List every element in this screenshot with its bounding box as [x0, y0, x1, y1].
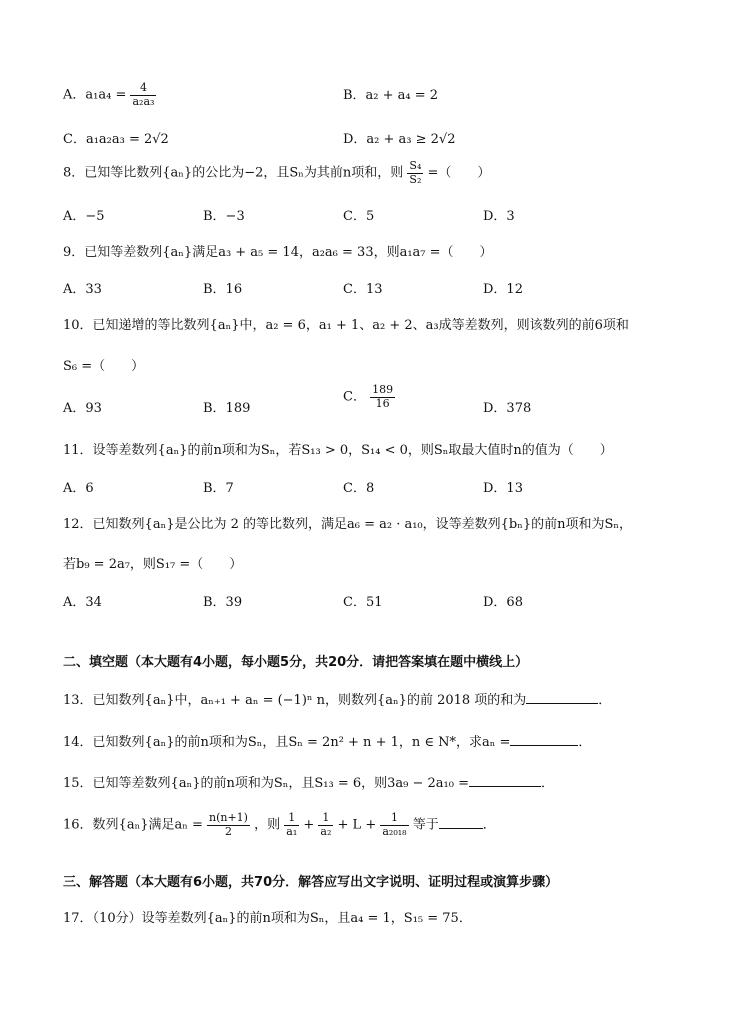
q15: 15．已知等差数列{aₙ}的前n项和为Sₙ，且S₁₃ = 6，则3a₉ − 2a₁₀ = ．: [63, 776, 554, 791]
q8-option-d: D．3: [483, 209, 515, 224]
q8-stem: 8．已知等比数列{aₙ}的公比为−2，且Sₙ为其前n项和，则 $\frac{\text{S₄}}{\text{S₂}}$ =（ ）: [63, 159, 491, 186]
q12-option-c: C．51: [343, 595, 383, 610]
q7-option-c: C．a₁a₂a₃ = 2√2: [63, 132, 169, 147]
q9-option-c: C．13: [343, 282, 383, 297]
q10-stem-line1: 10．已知递增的等比数列{aₙ}中，a₂ = 6，a₁ + 1、a₂ + 2、a₃成等差数列，则该数列的前6项和: [63, 318, 629, 333]
q12-stem-line2: 若b₉ = 2a₇，则S₁₇ =（ ）: [63, 557, 243, 572]
q8-fraction: $\frac{\text{S₄}}{\text{S₂}}$: [409, 159, 422, 186]
q14: 14．已知数列{aₙ}的前n项和为Sₙ，且Sₙ = 2n² + n + 1，n ∈ N*，求aₙ = ．: [63, 735, 592, 750]
q7-option-a-fraction: $\frac{4}{\text{a₂a₃}}$: [132, 81, 155, 108]
q10-stem-line2: S₆ =（ ）: [63, 359, 145, 374]
q10-option-a: A．93: [63, 401, 102, 416]
q11-stem: 11．设等差数列{aₙ}的前n项和为Sₙ，若S₁₃ > 0，S₁₄ < 0，则Sₙ取最大值时n的值为（ ）: [63, 443, 613, 458]
q12-option-d: D．68: [483, 595, 523, 610]
q11-option-a: A．6: [63, 481, 94, 496]
q16: 16．数列{aₙ}满足aₙ = $\frac{n(n+1)}{2}$ ，则 $\frac{1}{\text{a₁}}$ + $\frac{1}{\text{a₂}}$ + L + $\frac{1}{\text{a₂₀₁₈}}$ 等于 ．: [63, 811, 496, 838]
q12-stem-line1: 12．已知数列{aₙ}是公比为 2 的等比数列，满足a₆ = a₂ · a₁₀，设等差数列{bₙ}的前n项和为Sₙ，: [63, 517, 633, 532]
q8-option-a: A．−5: [63, 209, 105, 224]
q16-fraction-1: $\frac{1}{\text{a₁}}$: [286, 811, 298, 838]
q12-option-b: B．39: [203, 595, 243, 610]
section-fill-in-heading: 二、填空题（本大题有4小题，每小题5分，共20分．请把答案填在题中横线上）: [63, 655, 529, 670]
q7-option-a: A．a₁a₄ = $\frac{4}{\text{a₂a₃}}$: [63, 81, 155, 108]
q11-option-d: D．13: [483, 481, 523, 496]
q11-option-c: C．8: [343, 481, 375, 496]
q15-answer-blank[interactable]: [469, 774, 541, 787]
q16-answer-blank[interactable]: [439, 816, 483, 829]
q9-option-a: A．33: [63, 282, 102, 297]
q7-option-d: D．a₂ + a₃ ≥ 2√2: [343, 132, 456, 147]
q10-option-c: C． $\frac{189}{16}$: [343, 383, 394, 410]
q14-answer-blank[interactable]: [510, 733, 578, 746]
q9-option-b: B．16: [203, 282, 243, 297]
q10-option-d: D．378: [483, 401, 532, 416]
q11-option-b: B．7: [203, 481, 234, 496]
q12-option-a: A．34: [63, 595, 102, 610]
q16-fraction-3: $\frac{1}{\text{a₂₀₁₈}}$: [382, 811, 407, 838]
q9-stem: 9．已知等差数列{aₙ}满足a₃ + a₅ = 14，a₂a₆ = 33，则a₁a₇ =（ ）: [63, 245, 493, 260]
q13: 13．已知数列{aₙ}中，aₙ₊₁ + aₙ = (−1)ⁿ n，则数列{aₙ}的前 2018 项的和为 ．: [63, 693, 612, 708]
q9-option-d: D．12: [483, 282, 523, 297]
q8-option-b: B．−3: [203, 209, 245, 224]
q8-option-c: C．5: [343, 209, 375, 224]
section-solution-heading: 三、解答题（本大题有6小题，共70分．解答应写出文字说明、证明过程或演算步骤）: [63, 875, 559, 890]
q16-fraction-2: $\frac{1}{\text{a₂}}$: [320, 811, 332, 838]
q13-answer-blank[interactable]: [526, 691, 598, 704]
q17-stem: 17．（10分）设等差数列{aₙ}的前n项和为Sₙ，且a₄ = 1，S₁₅ = 75．: [63, 911, 472, 926]
q7-option-b: B．a₂ + a₄ = 2: [343, 88, 439, 103]
q10-option-c-fraction: $\frac{189}{16}$: [372, 383, 394, 410]
q10-option-b: B．189: [203, 401, 251, 416]
q16-fraction-an: $\frac{n(n+1)}{2}$: [209, 811, 248, 838]
